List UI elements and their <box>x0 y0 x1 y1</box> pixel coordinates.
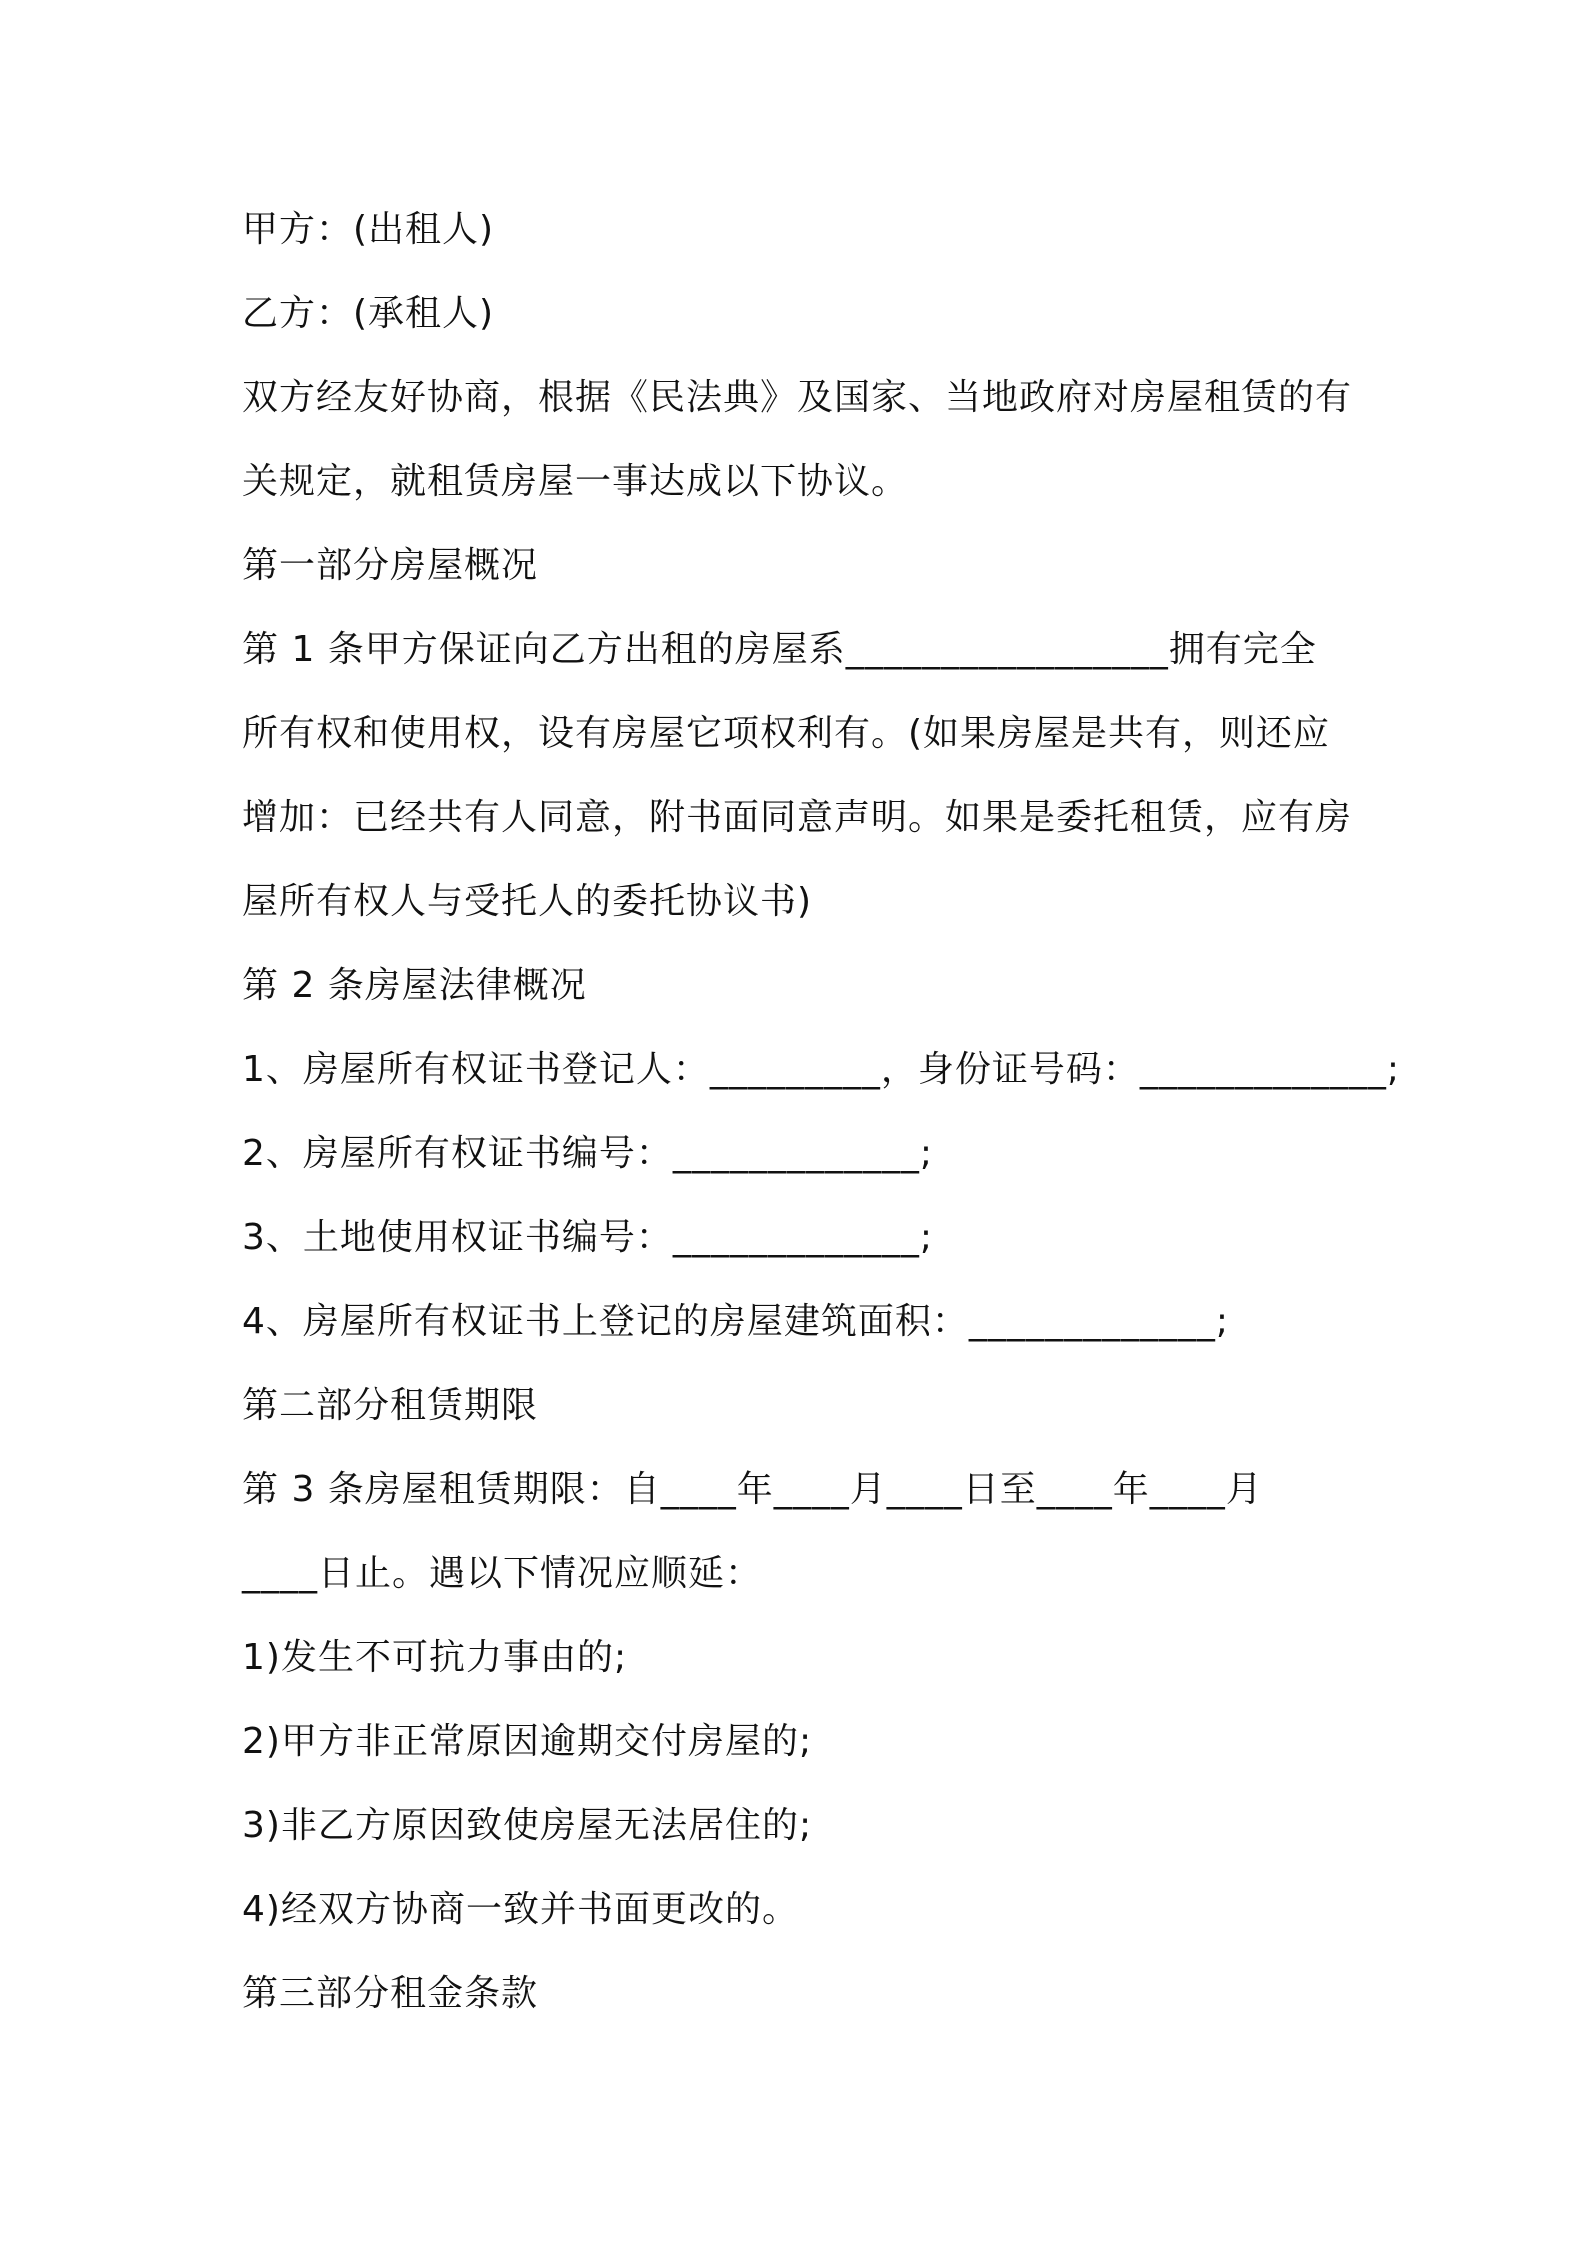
article-1-line-3: 增加：已经共有人同意，附书面同意声明。如果是委托租赁，应有房 <box>242 797 1353 838</box>
intro-paragraph-line-2: 关规定，就租赁房屋一事达成以下协议。 <box>242 461 909 502</box>
document-body <box>242 198 1401 2046</box>
article-2-item-1: 1、房屋所有权证书登记人：_________，身份证号码：_____________; <box>242 1049 1401 1090</box>
article-2-item-2: 2、房屋所有权证书编号：_____________; <box>242 1133 934 1174</box>
article-3-line-2: ____日止。遇以下情况应顺延： <box>242 1553 763 1594</box>
article-1-line-1: 第 1 条甲方保证向乙方出租的房屋系_________________拥有完全 <box>242 629 1317 670</box>
intro-paragraph-line-1: 双方经友好协商，根据《民法典》及国家、当地政府对房屋租赁的有 <box>242 377 1353 418</box>
extension-item-4: 4)经双方协商一致并书面更改的。 <box>242 1889 799 1930</box>
article-3-line-1: 第 3 条房屋租赁期限：自____年____月____日至____年____月 <box>242 1469 1263 1510</box>
extension-item-1: 1)发生不可抗力事由的; <box>242 1637 628 1678</box>
article-2-heading: 第 2 条房屋法律概况 <box>242 965 587 1006</box>
section-heading-3: 第三部分租金条款 <box>242 1973 539 2014</box>
extension-item-3: 3)非乙方原因致使房屋无法居住的; <box>242 1805 813 1846</box>
article-1-line-2: 所有权和使用权，设有房屋它项权利有。(如果房屋是共有，则还应 <box>242 713 1331 754</box>
article-2-item-3: 3、土地使用权证书编号：_____________; <box>242 1217 934 1258</box>
party-a-line: 甲方：(出租人) <box>242 209 495 250</box>
article-2-item-4: 4、房屋所有权证书上登记的房屋建筑面积：_____________; <box>242 1301 1230 1342</box>
article-1-line-4: 屋所有权人与受托人的委托协议书) <box>242 881 813 922</box>
section-heading-2: 第二部分租赁期限 <box>242 1385 539 1426</box>
section-heading-1: 第一部分房屋概况 <box>242 545 539 586</box>
extension-item-2: 2)甲方非正常原因逾期交付房屋的; <box>242 1721 813 1762</box>
party-b-line: 乙方：(承租人) <box>242 293 495 334</box>
